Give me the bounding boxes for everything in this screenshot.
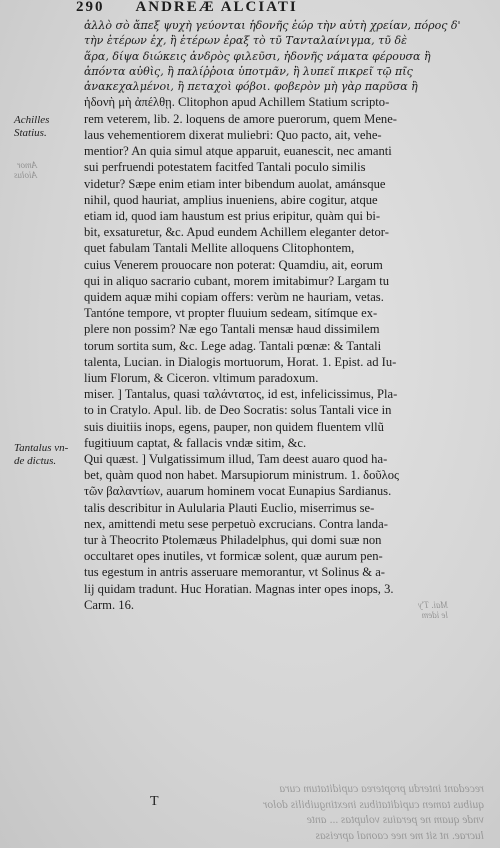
latin-commentary xyxy=(84,94,494,613)
text-line: cuius Venerem prouocare non poterat: Quamdiu, ait, eorum xyxy=(84,257,383,272)
text-line: nex, amittendi metu sese perpetuò excrucians. Contra landa- xyxy=(84,516,388,531)
show-through-margin: Amor Aiolus xyxy=(14,160,38,180)
running-title: ANDREÆ ALCIATI xyxy=(135,0,298,15)
text-line: videtur? Sæpe enim etiam inter bibendum auolat, amánsque xyxy=(84,176,386,191)
text-line: bit, exsaturetur, &c. Apud eundem Achillem eleganter detor- xyxy=(84,225,389,240)
text-line: plere non possim? Næ ego Tantali mensæ haud dissimilem xyxy=(84,322,380,337)
text-line: quidem aquæ mihi copiam offers: verùm ne hauriam, vetas. xyxy=(84,289,384,304)
text-line: suis diuitiis inops, egens, pauper, non quidem fluentem vllũ xyxy=(84,419,384,434)
text-line: laus vehementiorem dixerat muliebri: Quo pacto, ait, vehe- xyxy=(84,127,382,142)
text-line: quet fabulam Tantali Mellite alloquens Clitophontem, xyxy=(84,241,355,256)
text-line: mentior? An quia simul atque apparuit, euanescit, nec amanti xyxy=(84,144,392,159)
text-line: ἡδονὴ μὴ ἀπέλθῃ. Clitophon apud Achillem Statium scripto- xyxy=(84,95,390,110)
text-line: talenta, Lucian. in Dialogis mortuorum, Horat. 1. Epist. ad Iu- xyxy=(84,354,397,369)
greek-line: ἀπόντα αὐθὶς, ἢ παλίῤῥοια ὑποτμᾶν, ἢ λυπεῖ πικρεῖ τῷ πῖς xyxy=(84,64,413,78)
greek-quotation xyxy=(84,18,494,94)
text-line: Tantóne tempore, vt propter fluuium sedeam, sitímque ex- xyxy=(84,306,378,321)
text-line: rem veterem, lib. 2. loquens de amore puerorum, quem Mene- xyxy=(84,111,397,126)
text-line: sui perfruendi potestatem facitfed Tantali poculo similis xyxy=(84,160,366,175)
text-line: lij quidam tradunt. Huc Horatian. Magnas inter opes inops, 3. xyxy=(84,581,394,596)
text-line: τῶν βαλαντίων, auarum hominem vocat Eunapius Sardianus. xyxy=(84,484,392,499)
greek-line: ἅρα, δίψα διώκεις ἀνδρὸς φιλεῦσι, ἡδονῆς νάματα φέρουσα ἢ xyxy=(84,49,431,63)
text-line: bet, quàm quod non habet. Marsupiorum ministrum. 1. δοῦλος xyxy=(84,468,399,483)
lemma-line: Qui quæst. ] Vulgatissimum illud, Tam deest auaro quod ha- xyxy=(84,451,388,466)
greek-line: ἀλλὸ σὸ ἄπεξ ψυχὴ γεύονται ἡδονῆς ἑώρ τὴν αὐτὴ χρείαν, πόρος δ' xyxy=(84,19,461,32)
lemma-line: miser. ] Tantalus, quasi ταλάντατος, id est, infelicissimus, Pla- xyxy=(84,387,398,402)
margin-note-achilles: Achilles Statius. xyxy=(14,114,50,139)
greek-line: τὴν ἑτέρων ἐχ, ἢ ἑτέρων ἐραξ τὸ τῦ Τανταλαίνιγμα, τῦ δὲ xyxy=(84,34,407,48)
show-through-text: recedant interdu propterea cupiditatum cura quibus tamen cupiditatibus inextinguibilis dolor vnde quam ne peraius voluptas ... ante lucrae. nt sit me nee caonal apreisas xyxy=(262,783,484,842)
text-line: tur à Theocrito Ptolemæus Philadelphus, qui domi suæ non xyxy=(84,532,382,547)
margin-note-tantalus: Tantalus vn- de dictus. xyxy=(14,442,69,467)
running-header xyxy=(76,0,298,16)
text-line: to in Cratylo. Apul. lib. de Deo Socratis: solus Tantali vice in xyxy=(84,403,392,418)
text-line: lium Florum, & Ciceron. vltimum paradoxum. xyxy=(84,370,319,385)
text-line: torum sortita sum, &c. Lege adag. Tantali pœnæ: & Tantali xyxy=(84,338,382,353)
greek-line: ἀνακεχαλμένοι, ἢ πεταχοὶ φόβοι. φοβερὸν μὴ γὰρ παρῦσα ἢ xyxy=(84,80,418,94)
text-line: fugitiuum captat, & fallacis vndæ sitim, &c. xyxy=(84,435,307,450)
text-line: etiam id, quod iam haustum est prius eripitur, quàm qui bi- xyxy=(84,208,381,223)
text-line: nihil, quod hauriat, amplius inueniens, abire cogitur, atque xyxy=(84,192,378,207)
page-number: 290 xyxy=(76,0,105,15)
text-line: talis describitur in Aulularia Plauti Euclio, miserrimus se- xyxy=(84,500,375,515)
text-line: Carm. 16. xyxy=(84,597,135,612)
text-line: occultaret opes inutiles, vt formicæ solent, quæ aurum pen- xyxy=(84,549,383,564)
signature-mark: T xyxy=(150,794,159,809)
text-line: qui in aliquo sacrario cubant, morem imitabimur? Largam tu xyxy=(84,273,390,288)
text-line: tus egestum in antris asseruare memorantur, vt Solinus & a- xyxy=(84,565,385,580)
text-body xyxy=(84,16,494,613)
show-through-margin: Mai. T'y le idem xyxy=(418,600,448,620)
